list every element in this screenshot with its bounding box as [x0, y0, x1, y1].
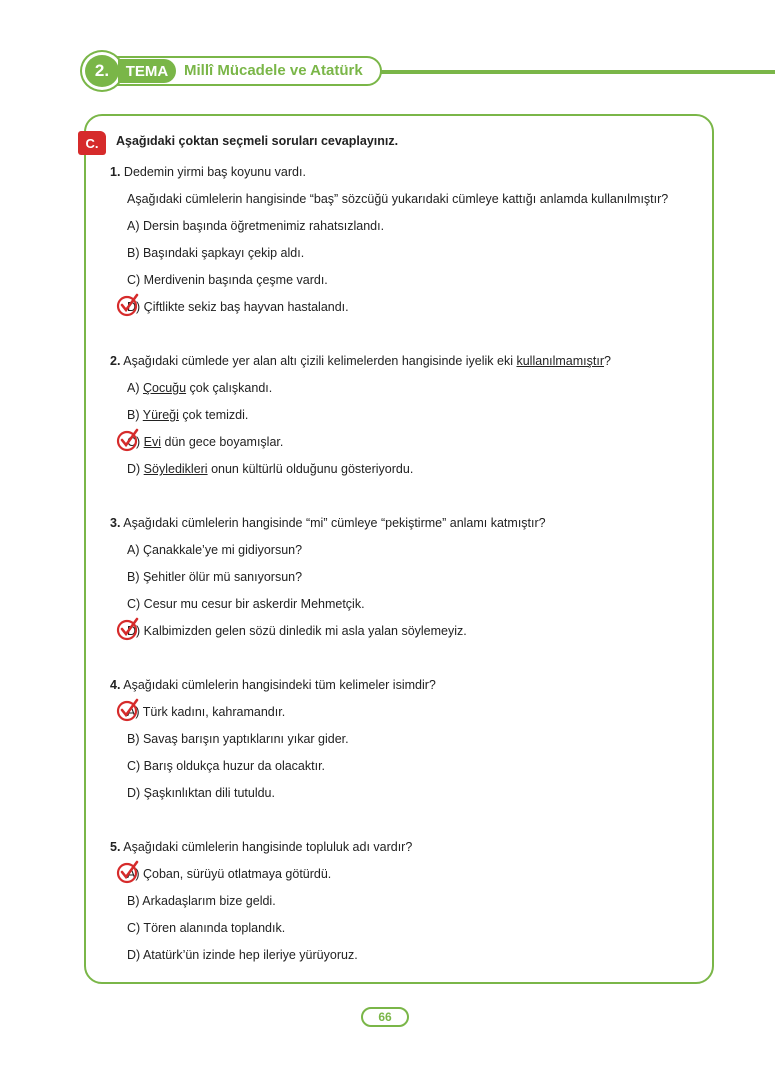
question-text: Aşağıdaki cümlede yer alan altı çizili kelimelerden hangisinde iyelik eki	[123, 354, 517, 368]
option-text: D) Kalbimizden gelen sözü dinledik mi asla yalan söylemeyiz.	[127, 624, 467, 638]
question-stem	[110, 840, 412, 854]
option-text: C) Merdivenin başında çeşme vardı.	[127, 273, 328, 287]
correct-check-icon	[116, 860, 140, 884]
option-text: D) Atatürk’ün izinde hep ileriye yürüyoruz.	[127, 948, 358, 962]
question-text: Aşağıdaki cümlelerin hangisindeki tüm kelimeler isimdir?	[123, 678, 436, 692]
question-text: Aşağıdaki cümlelerin hangisinde “mi” cümleye “pekiştirme” anlamı katmıştır?	[123, 516, 546, 530]
question-number: 5.	[110, 840, 121, 854]
question-stem	[110, 516, 546, 530]
answer-option	[127, 597, 365, 611]
question-stem	[110, 165, 306, 179]
option-text: A) Dersin başında öğretmenimiz rahatsızlandı.	[127, 219, 385, 233]
option-text: A)	[127, 381, 143, 395]
question-stem	[110, 678, 436, 692]
underlined-word: Söyledikleri	[143, 462, 208, 476]
question-text: Aşağıdaki cümlelerin hangisinde topluluk adı vardır?	[123, 840, 413, 854]
underlined-word: Yüreği	[142, 408, 179, 422]
answer-option	[127, 543, 302, 557]
theme-title: Millî Mücadele ve Atatürk	[184, 62, 363, 79]
answer-option	[127, 624, 467, 638]
answer-option	[127, 786, 275, 800]
option-text-end: çok temizdi.	[178, 408, 249, 422]
question-stem	[110, 354, 611, 368]
section-instruction: Aşağıdaki çoktan seçmeli soruları cevaplayınız.	[116, 134, 399, 148]
answer-option	[127, 759, 325, 773]
section-badge: C.	[78, 131, 106, 155]
option-text: B) Arkadaşlarım bize geldi.	[127, 894, 276, 908]
option-text-end: onun kültürlü olduğunu gösteriyordu.	[207, 462, 414, 476]
header-rule	[380, 70, 775, 74]
underlined-word: Çocuğu	[142, 381, 187, 395]
answer-option	[127, 921, 285, 935]
option-text: D) Çiftlikte sekiz baş hayvan hastalandı.	[127, 300, 349, 314]
correct-check-icon	[116, 428, 140, 452]
option-text: C) Tören alanında toplandık.	[127, 921, 286, 935]
theme-label: TEMA	[118, 59, 176, 83]
correct-check-icon	[116, 617, 140, 641]
answer-option	[127, 732, 349, 746]
answer-option	[127, 462, 413, 476]
underlined-word: Evi	[143, 435, 162, 449]
option-text-end: çok çalışkandı.	[186, 381, 273, 395]
answer-option	[127, 408, 248, 422]
answer-option	[127, 273, 328, 287]
answer-option	[127, 570, 302, 584]
option-text: D)	[127, 462, 144, 476]
theme-number: 2.	[82, 52, 122, 90]
option-text: C) Barış oldukça huzur da olacaktır.	[127, 759, 326, 773]
option-text: A) Türk kadını, kahramandır.	[127, 705, 286, 719]
question-text-end: ?	[604, 354, 611, 368]
answer-option	[127, 705, 285, 719]
page-number: 66	[361, 1007, 409, 1027]
option-text: A) Çoban, sürüyü otlatmaya götürdü.	[127, 867, 332, 881]
option-text: A) Çanakkale’ye mi gidiyorsun?	[127, 543, 303, 557]
underlined-word: kullanılmamıştır	[516, 354, 605, 368]
option-text: C)	[127, 435, 144, 449]
option-text: B) Şehitler ölür mü sanıyorsun?	[127, 570, 303, 584]
option-text: D) Şaşkınlıktan dili tutuldu.	[127, 786, 275, 800]
question-number: 3.	[110, 516, 121, 530]
question-text: Dedemin yirmi baş koyunu vardı.	[123, 165, 306, 179]
question-text: Aşağıdaki cümlelerin hangisinde “baş” sözcüğü yukarıdaki cümleye kattığı anlamda kullanılmıştır?	[127, 192, 669, 206]
answer-option	[127, 246, 304, 260]
option-text: B)	[127, 408, 143, 422]
question-number: 1.	[110, 165, 121, 179]
option-text-end: dün gece boyamışlar.	[161, 435, 284, 449]
question-number: 4.	[110, 678, 121, 692]
answer-option	[127, 381, 272, 395]
answer-option	[127, 894, 276, 908]
correct-check-icon	[116, 293, 140, 317]
answer-option	[127, 948, 358, 962]
option-text: B) Başındaki şapkayı çekip aldı.	[127, 246, 305, 260]
option-text: B) Savaş barışın yaptıklarını yıkar gider.	[127, 732, 349, 746]
question-stem-line2	[127, 192, 668, 206]
answer-option	[127, 867, 331, 881]
correct-check-icon	[116, 698, 140, 722]
answer-option	[127, 219, 384, 233]
answer-option	[127, 435, 283, 449]
question-number: 2.	[110, 354, 121, 368]
option-text: C) Cesur mu cesur bir askerdir Mehmetçik.	[127, 597, 365, 611]
answer-option	[127, 300, 349, 314]
